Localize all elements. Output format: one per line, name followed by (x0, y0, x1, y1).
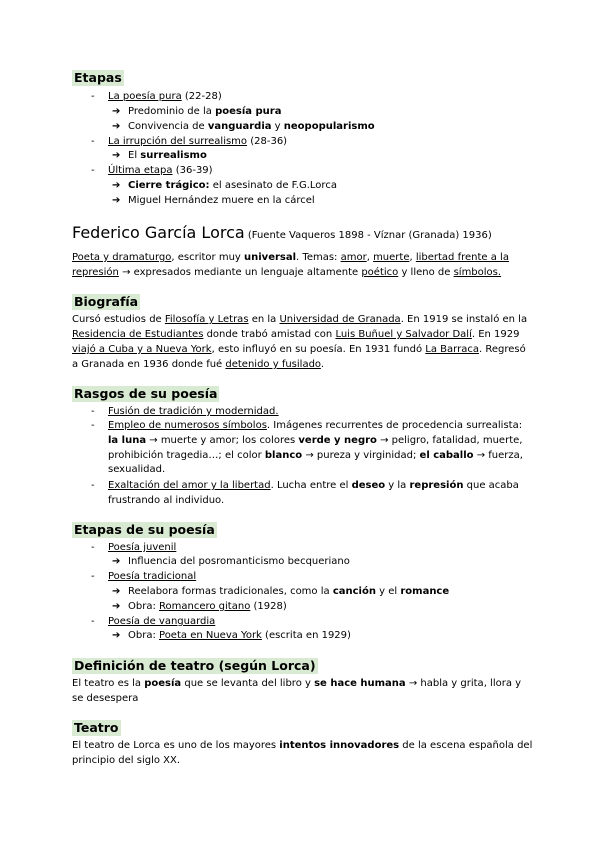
paragraph-line: principio del siglo XX. (72, 755, 181, 766)
list-item: - Poesía tradicional (91, 571, 197, 582)
arrow-icon: ➔ (112, 121, 121, 132)
etapas-heading: Etapas (74, 70, 122, 85)
list-item: ➔ El surrealismo (112, 150, 207, 161)
intro-line: Poeta y dramaturgo, escritor muy universal. Temas: amor, muerte, libertad frente a la (72, 252, 509, 263)
list-item: - La poesía pura (22-28) (91, 91, 222, 102)
list-item: - Última etapa (36-39) (91, 165, 213, 176)
list-item: ➔ Obra: Poeta en Nueva York (escrita en 1929) (112, 630, 351, 641)
paragraph-line: a Granada en 1936 donde fué detenido y fusilado. (72, 359, 325, 370)
arrow-icon: ➔ (112, 106, 121, 117)
teatro-heading: Teatro (74, 720, 119, 735)
list-item: ➔ Convivencia de vanguardia y neopopularismo (112, 121, 375, 132)
arrow-icon: ➔ (112, 195, 121, 206)
paragraph-line: se desespera (72, 693, 139, 704)
paragraph-line: Cursó estudios de Filosofía y Letras en la Universidad de Granada. En 1919 se instaló en la (72, 314, 528, 325)
arrow-icon: ➔ (112, 630, 121, 641)
list-item: - Poesía de vanguardia (91, 616, 216, 627)
list-item: - Poesía juvenil (91, 542, 177, 553)
page-title: Federico García Lorca (Fuente Vaqueros 1898 - Víznar (Granada) 1936) (72, 223, 492, 242)
list-item: ➔ Cierre trágico: el asesinato de F.G.Lorca (112, 180, 337, 191)
list-item-continuation: prohibición tragedia…; el color blanco → pureza y virginidad; el caballo → fuerza, (108, 450, 523, 461)
arrow-icon: ➔ (112, 150, 121, 161)
list-item: - Empleo de numerosos símbolos. Imágenes recurrentes de procedencia surrealista: (91, 420, 523, 431)
arrow-icon: ➔ (112, 601, 121, 612)
paragraph-line: El teatro es la poesía que se levanta del libro y se hace humana → habla y grita, llora y (72, 678, 522, 689)
paragraph-line: El teatro de Lorca es uno de los mayores intentos innovadores de la escena española del (72, 740, 533, 751)
list-item: ➔ Reelabora formas tradicionales, como la canción y el romance (112, 586, 450, 597)
list-item: ➔ Predominio de la poesía pura (112, 106, 282, 117)
list-item: ➔ Obra: Romancero gitano (1928) (112, 601, 287, 612)
definicion-heading: Definición de teatro (según Lorca) (74, 658, 316, 673)
list-item: - Exaltación del amor y la libertad. Lucha entre el deseo y la represión que acaba (91, 480, 519, 491)
etapas-poesia-heading: Etapas de su poesía (74, 522, 215, 537)
paragraph-line: viajó a Cuba y a Nueva York, esto influyó en su poesía. En 1931 fundó La Barraca. Regresó (72, 344, 526, 355)
list-item: - Fusión de tradición y modernidad. (91, 406, 279, 417)
list-item-continuation: frustrando al individuo. (108, 495, 225, 506)
list-item: - La irrupción del surrealismo (28-36) (91, 136, 288, 147)
rasgos-heading: Rasgos de su poesía (74, 386, 218, 401)
intro-line: represión → expresados mediante un lenguaje altamente poético y lleno de símbolos. (72, 267, 502, 278)
paragraph-line: Residencia de Estudiantes donde trabó amistad con Luis Buñuel y Salvador Dalí. En 1929 (72, 329, 520, 340)
arrow-icon: ➔ (112, 180, 121, 191)
list-item: ➔ Miguel Hernández muere en la cárcel (112, 195, 315, 206)
list-item: ➔ Influencia del posromanticismo becqueriano (112, 556, 350, 567)
biografia-heading: Biografía (74, 294, 139, 309)
arrow-icon: ➔ (112, 556, 121, 567)
arrow-icon: ➔ (112, 586, 121, 597)
list-item-continuation: la luna → muerte y amor; los colores verde y negro → peligro, fatalidad, muerte, (108, 435, 523, 446)
list-item-continuation: sexualidad. (108, 464, 166, 475)
